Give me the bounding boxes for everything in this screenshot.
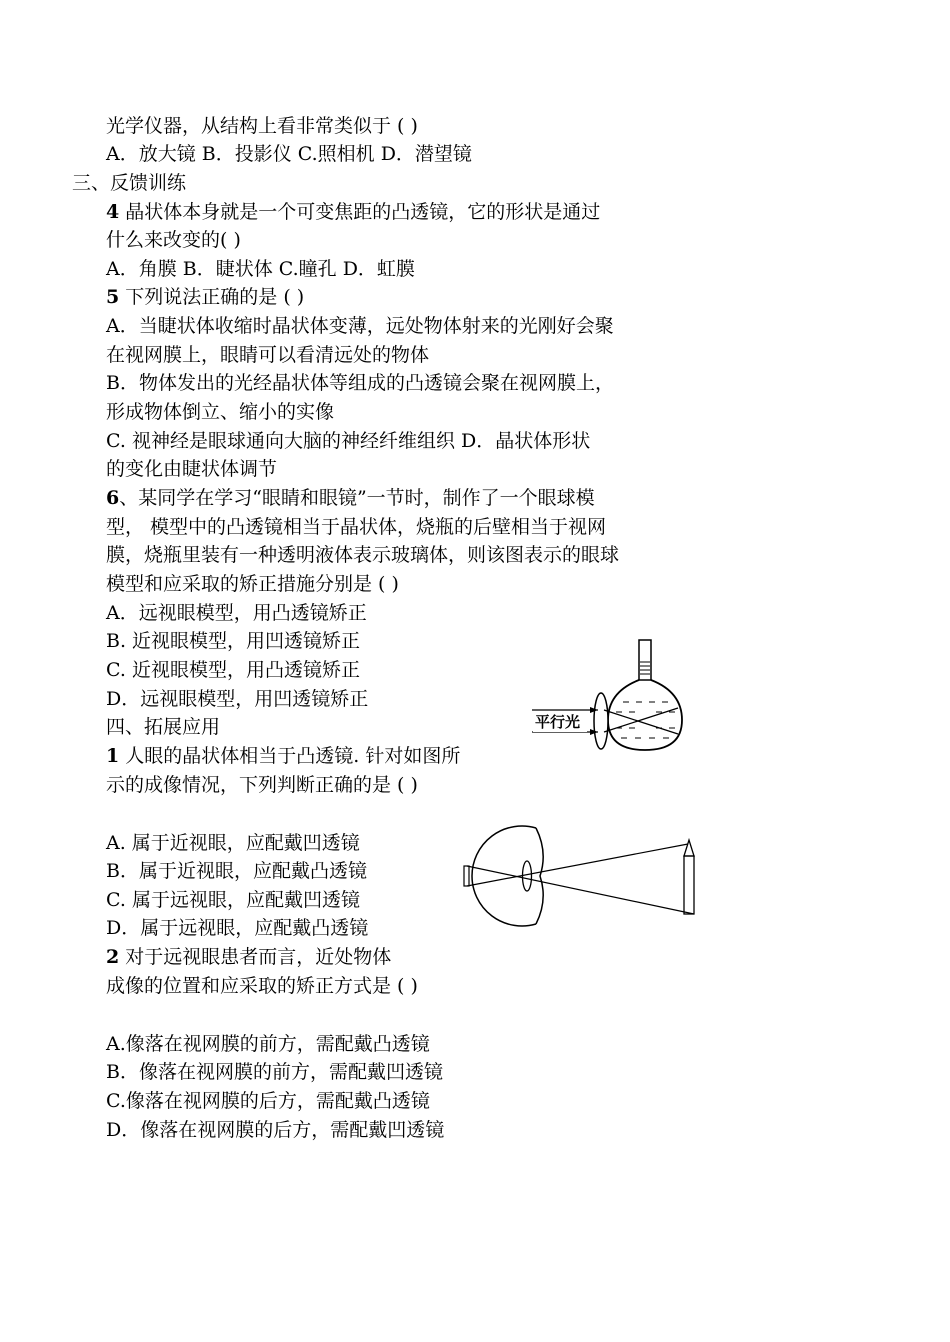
s4-q1-option-d: D．属于远视眼，应配戴凸透镜 bbox=[106, 917, 369, 939]
q3-stem-tail: 光学仪器，从结构上看非常类似于 ( ) bbox=[106, 115, 418, 137]
s4-q1-option-c: C. 属于远视眼，应配戴凹透镜 bbox=[106, 889, 360, 911]
section-heading-extension: 四、拓展应用 bbox=[106, 716, 221, 738]
s4-q1-option-b: B．属于近视眼，应配戴凸透镜 bbox=[106, 860, 367, 882]
q5-stem-text: 下列说法正确的是 ( ) bbox=[119, 286, 305, 308]
s4-q2-stem-text: 对于远视眼患者而言，近处物体 bbox=[119, 946, 392, 968]
q6-number: 6 bbox=[106, 487, 120, 509]
q6-option-a: A．远视眼模型，用凸透镜矫正 bbox=[106, 602, 367, 624]
q3-options: A．放大镜 B．投影仪 C.照相机 D．潜望镜 bbox=[106, 143, 472, 165]
q5-option-a-line2: 在视网膜上，眼睛可以看清远处的物体 bbox=[106, 344, 430, 366]
q5-option-c-line1: C. 视神经是眼球通向大脑的神经纤维组织 D．晶状体形状 bbox=[106, 430, 591, 452]
q5-option-b-line2: 形成物体倒立、缩小的实像 bbox=[106, 401, 335, 423]
s4-q2-stem-line2: 成像的位置和应采取的矫正方式是 ( ) bbox=[106, 975, 418, 997]
q6-stem-line2: 型， 模型中的凸透镜相当于晶状体，烧瓶的后壁相当于视网 bbox=[106, 516, 607, 538]
q5-option-c-line2: 的变化由睫状体调节 bbox=[106, 458, 278, 480]
section-heading-feedback: 三、反馈训练 bbox=[72, 172, 187, 194]
s4-q1-stem-text: 人眼的晶状体相当于凸透镜. 针对如图所 bbox=[119, 745, 461, 767]
s4-q1-stem-line2: 示的成像情况，下列判断正确的是 ( ) bbox=[106, 774, 418, 796]
s4-q2-number: 2 bbox=[106, 946, 120, 968]
q5-option-b-line1: B．物体发出的光经晶状体等组成的凸透镜会聚在视网膜上， bbox=[106, 372, 614, 394]
q4-stem-line2: 什么来改变的( ) bbox=[106, 229, 241, 251]
q4-stem-text: 晶状体本身就是一个可变焦距的凸透镜，它的形状是通过 bbox=[119, 201, 601, 223]
q6-option-c: C. 近视眼模型，用凸透镜矫正 bbox=[106, 659, 360, 681]
q6-stem-line1 bbox=[106, 484, 595, 512]
s4-q2-option-d: D．像落在视网膜的后方，需配戴凹透镜 bbox=[106, 1119, 445, 1141]
q6-stem-line4: 模型和应采取的矫正措施分别是 ( ) bbox=[106, 573, 399, 595]
q6-option-b: B. 近视眼模型，用凹透镜矫正 bbox=[106, 630, 361, 652]
s4-q1-stem-line1 bbox=[106, 742, 460, 770]
s4-q1-option-a: A. 属于近视眼，应配戴凹透镜 bbox=[106, 832, 360, 854]
q6-stem-text: 、某同学在学习“眼睛和眼镜”一节时，制作了一个眼球模 bbox=[119, 487, 595, 509]
s4-q2-option-c: C.像落在视网膜的后方，需配戴凸透镜 bbox=[106, 1090, 430, 1112]
q6-option-d: D．远视眼模型，用凹透镜矫正 bbox=[106, 688, 369, 710]
q4-options: A．角膜 B．睫状体 C.瞳孔 D．虹膜 bbox=[106, 258, 415, 280]
q5-stem bbox=[106, 283, 304, 311]
q4-stem-line1 bbox=[106, 198, 600, 226]
s4-q2-option-a: A.像落在视网膜的前方，需配戴凸透镜 bbox=[106, 1033, 430, 1055]
q6-stem-line3: 膜，烧瓶里装有一种透明液体表示玻璃体，则该图表示的眼球 bbox=[106, 544, 620, 566]
s4-q2-option-b: B．像落在视网膜的前方，需配戴凹透镜 bbox=[106, 1061, 443, 1083]
parallel-light-label: 平行光 bbox=[535, 713, 581, 731]
eye-imaging-figure bbox=[452, 822, 700, 930]
s4-q1-number: 1 bbox=[106, 745, 120, 767]
q4-number: 4 bbox=[106, 201, 120, 223]
s4-q2-stem-line1 bbox=[106, 943, 391, 971]
eyeball-model-figure bbox=[528, 636, 688, 776]
q5-option-a-line1: A．当睫状体收缩时晶状体变薄，远处物体射来的光刚好会聚 bbox=[106, 315, 614, 337]
q5-number: 5 bbox=[106, 286, 120, 308]
